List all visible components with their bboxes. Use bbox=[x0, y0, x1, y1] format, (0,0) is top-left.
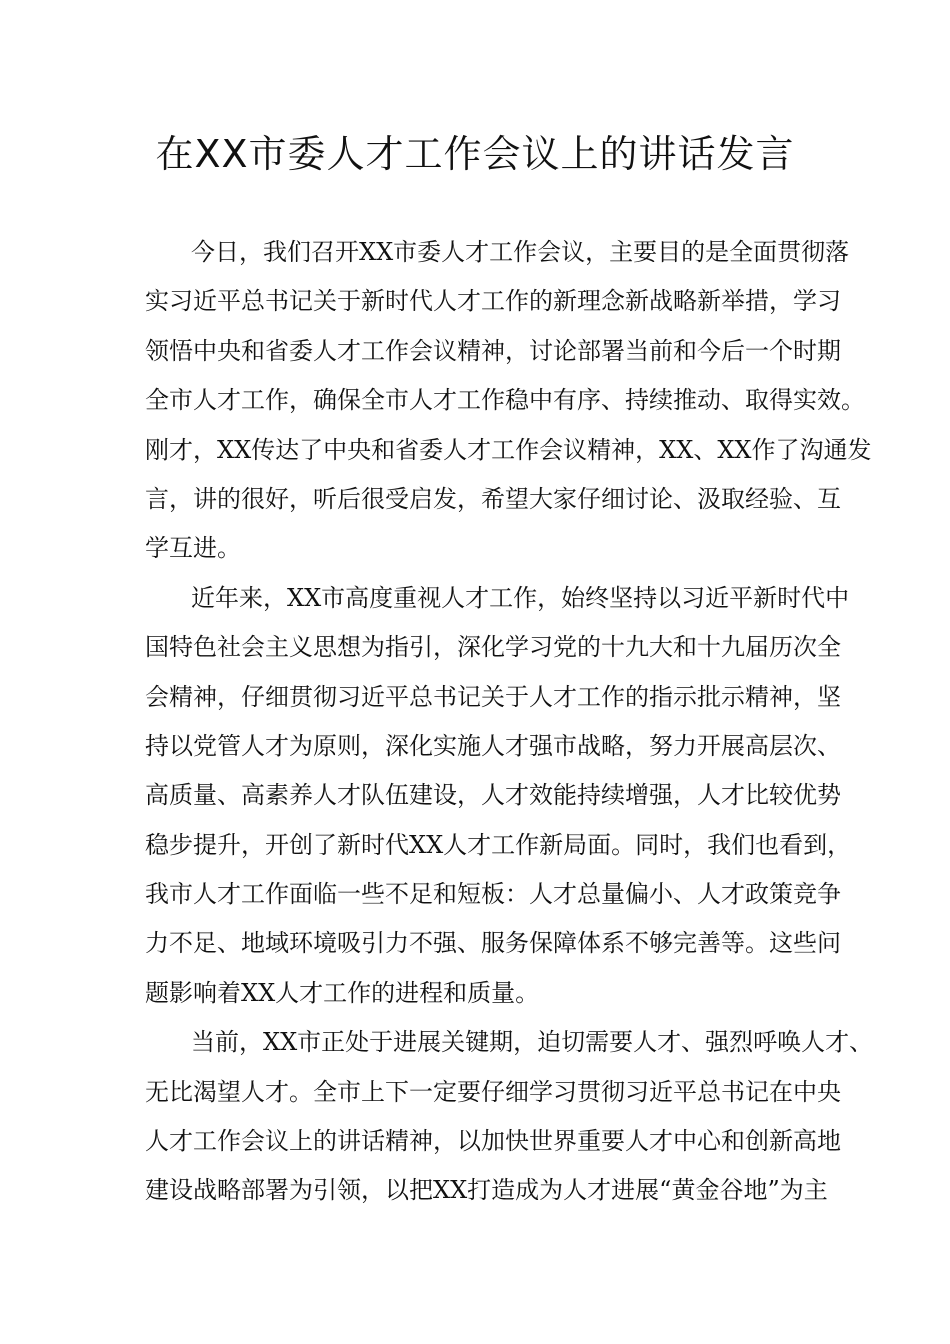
text-line: 建设战略部署为引领，以把XX打造成为人才进展“黄金谷地”为主 bbox=[145, 1176, 828, 1205]
text-line: 国特色社会主义思想为指引，深化学习党的十九大和十九届历次全 bbox=[145, 633, 841, 662]
paragraph-2 bbox=[145, 574, 852, 1019]
text-line: 领悟中央和省委人才工作会议精神，讨论部署当前和今后一个时期 bbox=[145, 336, 841, 365]
paragraph-1 bbox=[145, 228, 872, 574]
text-line: 会精神，仔细贯彻习近平总书记关于人才工作的指示批示精神，坚 bbox=[145, 682, 841, 711]
text-line: 人才工作会议上的讲话精神，以加快世界重要人才中心和创新高地 bbox=[145, 1127, 841, 1156]
text-line: 刚才，XX传达了中央和省委人才工作会议精神，XX、XX作了沟通发 bbox=[145, 435, 872, 464]
text-line: 持以党管人才为原则，深化实施人才强市战略，努力开展高层次、 bbox=[145, 731, 841, 760]
text-line: 稳步提升，开创了新时代XX人才工作新局面。同时，我们也看到， bbox=[145, 830, 852, 859]
text-line: 实习近平总书记关于新时代人才工作的新理念新战略新举措，学习 bbox=[145, 287, 841, 316]
text-line: 我市人才工作面临一些不足和短板：人才总量偏小、人才政策竞争 bbox=[145, 880, 841, 909]
text-line: 全市人才工作，确保全市人才工作稳中有序、持续推动、取得实效。 bbox=[145, 386, 865, 415]
text-line: 近年来，XX市高度重视人才工作，始终坚持以习近平新时代中 bbox=[191, 583, 850, 612]
text-line: 当前，XX市正处于进展关键期，迫切需要人才、强烈呼唤人才、 bbox=[191, 1028, 874, 1057]
text-line: 高质量、高素养人才队伍建设，人才效能持续增强，人才比较优势 bbox=[145, 781, 841, 810]
text-line: 今日，我们召开XX市委人才工作会议，主要目的是全面贯彻落 bbox=[191, 238, 850, 266]
text-line: 题影响着XX人才工作的进程和质量。 bbox=[145, 978, 540, 1007]
paragraph-3 bbox=[145, 1018, 874, 1216]
text-line: 言，讲的很好，听后很受启发，希望大家仔细讨论、汲取经验、互 bbox=[145, 484, 841, 513]
document-title: 在XX市委人才工作会议上的讲话发言 bbox=[155, 132, 795, 176]
text-line: 无比渴望人才。全市上下一定要仔细学习贯彻习近平总书记在中央 bbox=[145, 1077, 841, 1106]
text-line: 学互进。 bbox=[145, 534, 241, 563]
document-body bbox=[145, 228, 874, 1216]
text-line: 力不足、地域环境吸引力不强、服务保障体系不够完善等。这些问 bbox=[145, 929, 841, 958]
